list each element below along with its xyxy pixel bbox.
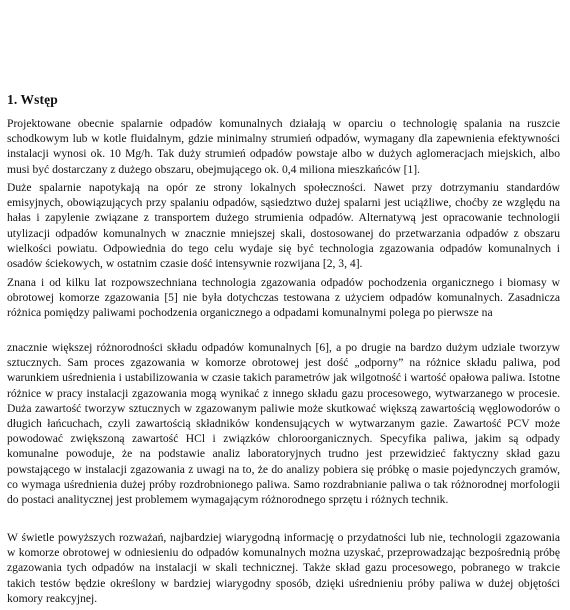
section-heading: 1. Wstęp [7, 92, 58, 107]
paragraph-4: znacznie większej różnorodności składu odpadów komunalnych [6], a po drugie na bardzo dużym udziale tworzyw sztucznych. Sam proces zgazowania w komorze obrotowej jest dość „odporny” na różnice składu paliwa, pod warunkiem uśrednienia i ustabilizowania w czasie takich parametrów jak wilgotność i wartość opałowa paliwa. Istotne różnice w pracy instalacji zgazowania mogą wynikać z innego składu gazu procesowego, wytwarzanego w procesie. Duża zawartość tworzyw sztucznych w zgazowanym paliwie może skutkować większą zawartością węglowodorów o długich łańcuchach, czyli zawartością składników kondensujących w wytwarzanym gazie. Zawartość PCV może powodować zwiększoną zawartość HCl i związków chloroorganicznych. Specyfika paliwa, jakim są odpady komunalne powoduje, że na podstawie analiz laboratoryjnych trudno jest przewidzieć faktyczny skład gazu powstającego w instalacji zgazowania z uwagi na to, że do analizy pobiera się próbkę o masie pojedynczych gramów, co wymaga uśrednienia dużej próby rozdrobnionego paliwa. Samo rozdrabnianie paliwa o tak różnorodnej morfologii do postaci analitycznej jest problemem wymagającym różnorodnego sprzętu i różnych technik. [7, 341, 560, 507]
paragraph-3: Znana i od kilku lat rozpowszechniana technologia zgazowania odpadów pochodzenia organicznego i biomasy w obrotowej komorze zgazowania [5] nie była dotychczas testowana z użyciem odpadów komunalnych. Zasadnicza różnica pomiędzy paliwami pochodzenia organicznego a odpadami komunalnymi polega po pierwsze na [7, 276, 560, 320]
paragraph-2: Duże spalarnie napotykają na opór ze strony lokalnych społeczności. Nawet przy dotrzymaniu standardów emisyjnych, obowiązujących przy spalaniu odpadów, sąsiedztwo dużej spalarni jest uciążliwe, choćby ze względu na hałas i zapylenie związane z transportem dużego strumienia odpadów. Alternatywą jest opracowanie technologii utylizacji odpadów komunalnych w znacznie mniejszej skali, dostosowanej do przetwarzania odpadów z obszaru wielkości powiatu. Odpowiednia do tego celu wydaje się być technologia zgazowania odpadów komunalnych i osadów ściekowych, w ostatnim czasie dość intensywnie rozwijana [2, 3, 4]. [7, 181, 560, 271]
paragraph-1: Projektowane obecnie spalarnie odpadów komunalnych działają w oparciu o technologię spalania na ruszcie schodkowym lub w kotle fluidalnym, gdzie minimalny strumień odpadów, wymagany dla zapewnienia efektywności instalacji wynosi ok. 10 Mg/h. Tak duży strumień odpadów powstaje albo w dużych aglomeracjach miejskich, albo musi być dostarczany z dużego obszaru, obejmującego ok. 0,4 miliona mieszkańców [1]. [7, 117, 560, 176]
paragraph-5: W świetle powyższych rozważań, najbardziej wiarygodną informację o przydatności lub nie, technologii zgazowania w komorze obrotowej w odniesieniu do odpadów komunalnych można uzyskać, przeprowadzając bezpośrednią próbę zgazowania tych odpadów na instalacji w skali technicznej. Także skład gazu procesowego, pobranego w trakcie takich testów będzie określony w bardziej wiarygodny sposób, dzięki uśrednieniu próby paliwa w dużej objętości komory reakcyjnej. [7, 531, 560, 605]
